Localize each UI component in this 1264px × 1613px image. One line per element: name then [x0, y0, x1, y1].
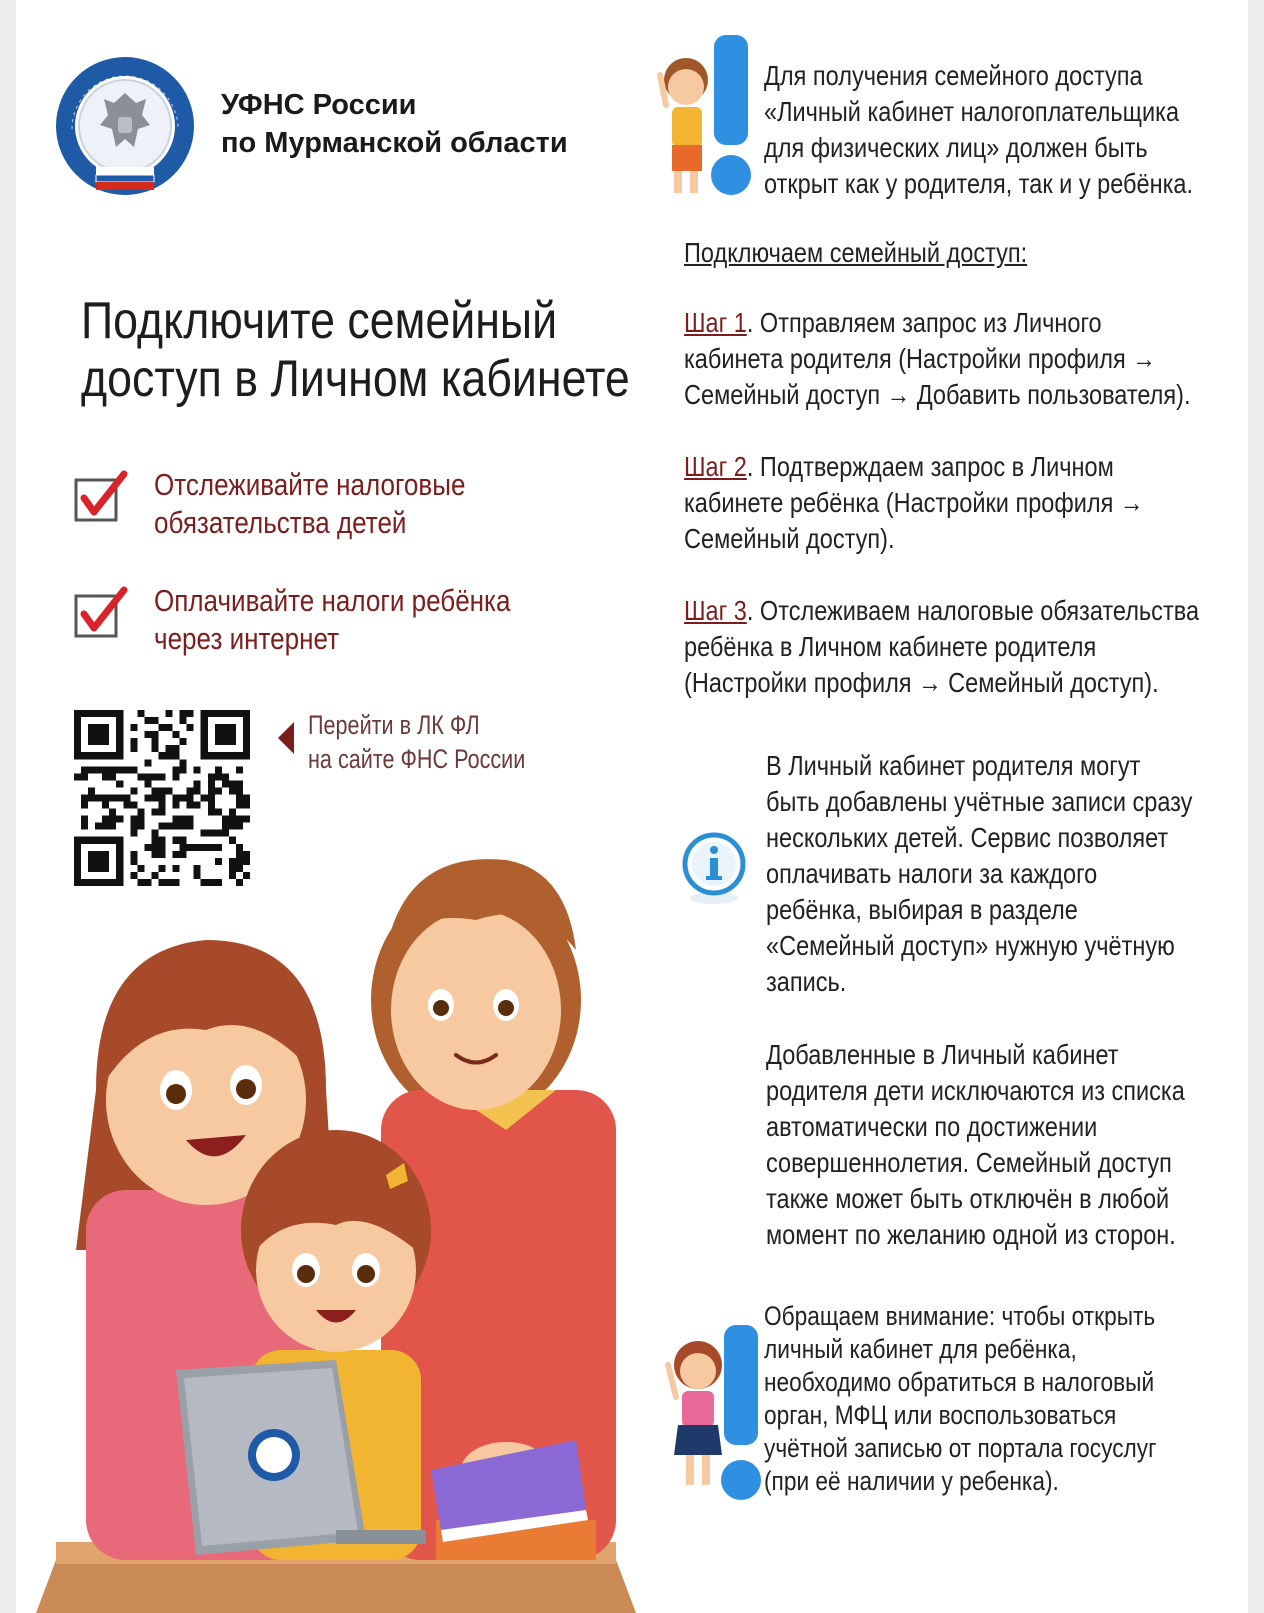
attention-paragraph — [764, 1300, 1201, 1498]
intro-line: для физических лиц» должен быть — [764, 132, 1148, 163]
note-line: также может быть отключён в любой — [766, 1183, 1170, 1214]
attention-line: орган, МФЦ или воспользоваться — [764, 1400, 1117, 1430]
note-line: В Личный кабинет родителя могут — [766, 750, 1141, 781]
attention-line: Обращаем внимание: чтобы открыть — [764, 1301, 1156, 1331]
checkbox-checked-icon — [74, 470, 130, 526]
benefit-item — [74, 582, 634, 662]
step-line: (Настройки профиля → Семейный доступ). — [684, 667, 1159, 698]
benefit-text — [154, 466, 624, 542]
org-name-line1: УФНС России — [221, 89, 417, 121]
step-line — [684, 593, 1238, 629]
benefit-line: обязательства детей — [154, 505, 407, 540]
family-at-laptop-illustration — [36, 830, 636, 1613]
fns-emblem-icon — [54, 55, 196, 197]
info-paragraph-adulthood — [766, 1037, 1203, 1253]
note-line: Добавленные в Личный кабинет — [766, 1039, 1119, 1070]
benefit-item — [74, 466, 634, 546]
step-1 — [684, 305, 1238, 413]
note-line: момент по желанию одной из сторон. — [766, 1219, 1176, 1250]
note-line: родителя дети исключаются из списка — [766, 1075, 1185, 1106]
attention-line: личный кабинет для ребёнка, — [764, 1334, 1077, 1364]
intro-line: «Личный кабинет налогоплательщика — [764, 96, 1180, 127]
intro-line: открыт как у родителя, так и у ребёнка. — [764, 168, 1194, 199]
note-line: быть добавлены учётные записи сразу — [766, 786, 1193, 817]
attention-line: учётной записью от портала госуслуг — [764, 1433, 1157, 1463]
attention-line: (при её наличии у ребенка). — [764, 1466, 1059, 1496]
benefit-line: Отслеживайте налоговые — [154, 467, 466, 502]
intro-paragraph — [764, 58, 1251, 202]
step-text: . Отправляем запрос из Личного — [746, 307, 1102, 338]
page-title — [81, 292, 640, 408]
step-3 — [684, 593, 1238, 701]
info-paragraph-multiple-children — [766, 748, 1203, 1000]
step-line: ребёнка в Личном кабинете родителя — [684, 631, 1097, 662]
note-line: оплачивать налоги за каждого — [766, 858, 1098, 889]
exclamation-icon — [664, 1325, 769, 1510]
note-line: ребёнка, выбирая в разделе — [766, 894, 1078, 925]
qr-caption-line1: Перейти в ЛК ФЛ — [308, 710, 480, 740]
step-line — [684, 305, 1238, 341]
organization-name — [221, 86, 568, 162]
step-text: . Отслеживаем налоговые обязательства — [746, 595, 1200, 626]
flyer-page — [16, 0, 1248, 1613]
exclamation-icon — [656, 35, 756, 200]
checkbox-checked-icon — [74, 586, 130, 642]
note-line: нескольких детей. Сервис позволяет — [766, 822, 1169, 853]
note-line: запись. — [766, 966, 847, 997]
benefit-line: через интернет — [154, 621, 340, 656]
step-label: Шаг 1 — [684, 307, 747, 338]
step-line: Семейный доступ). — [684, 523, 895, 554]
benefit-text — [154, 582, 624, 658]
title-line2: доступ в Личном кабинете — [81, 350, 630, 408]
step-2 — [684, 449, 1238, 557]
step-line — [684, 449, 1238, 485]
step-line: кабинете ребёнка (Настройки профиля → — [684, 487, 1144, 518]
step-label: Шаг 3 — [684, 595, 747, 626]
info-icon — [682, 830, 746, 910]
step-line: Семейный доступ → Добавить пользователя). — [684, 379, 1191, 410]
triangle-left-icon — [278, 722, 294, 754]
note-line: автоматически по достижении — [766, 1111, 1098, 1142]
qr-caption-line2: на сайте ФНС России — [308, 744, 526, 774]
intro-line: Для получения семейного доступа — [764, 60, 1143, 91]
org-name-line2: по Мурманской области — [221, 127, 568, 159]
step-text: . Подтверждаем запрос в Личном — [746, 451, 1114, 482]
benefit-line: Оплачивайте налоги ребёнка — [154, 583, 511, 618]
note-line: совершеннолетия. Семейный доступ — [766, 1147, 1172, 1178]
attention-line: необходимо обратиться в налоговый — [764, 1367, 1155, 1397]
qr-caption — [308, 708, 564, 776]
note-line: «Семейный доступ» нужную учётную — [766, 930, 1175, 961]
step-label: Шаг 2 — [684, 451, 747, 482]
step-line: кабинета родителя (Настройки профиля → — [684, 343, 1156, 374]
title-line1: Подключите семейный — [81, 292, 558, 350]
steps-heading: Подключаем семейный доступ: — [684, 237, 1028, 268]
